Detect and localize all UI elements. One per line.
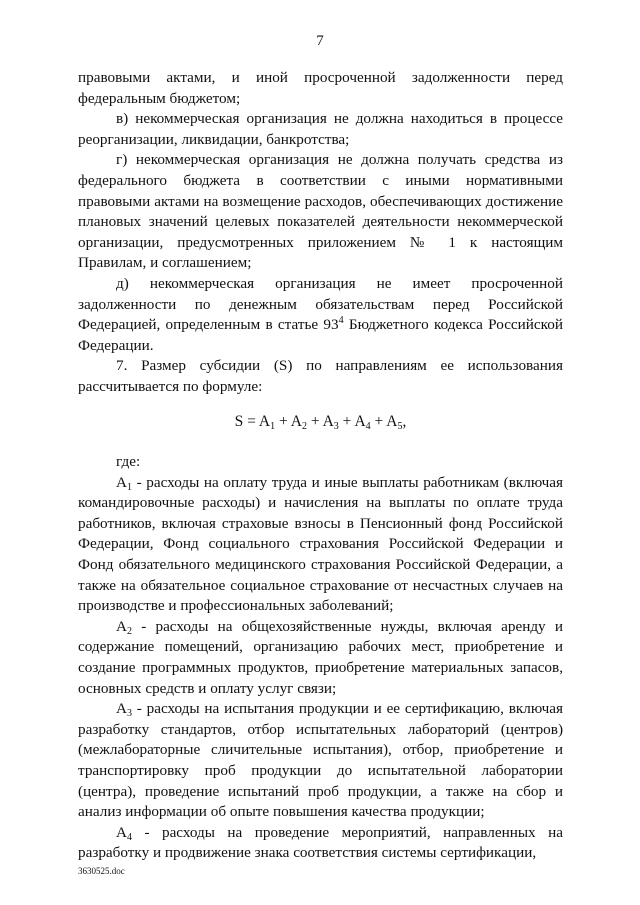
- def-a1-symbol: A: [116, 473, 127, 491]
- article-superscript: 4: [338, 315, 344, 327]
- def-a2-text: - расходы на общехозяйственные нужды, включая аренду и содержание помещений, организацию рабочих мест, приобретение и создание программных продуктов, приобретение материальных запасов, основных средств и оплату услуг связи;: [78, 617, 563, 697]
- definition-a1: [78, 473, 563, 617]
- paragraph-item-v: в) некоммерческая организация не должна находиться в процессе реорганизации, ликвидации, банкротства;: [78, 110, 563, 148]
- def-a2-symbol: A: [116, 617, 127, 635]
- formula-plus: +: [370, 412, 387, 430]
- formula: [78, 412, 563, 433]
- formula-plus: +: [306, 412, 323, 430]
- where-label: где:: [116, 453, 141, 471]
- document-body: [78, 68, 563, 864]
- item-d-text: д) некоммерческая организация не имеет просроченной задолженности по денежным обязательствам перед Российской Федерацией, определенным в статье 93: [78, 274, 563, 334]
- formula-lhs: S =: [234, 412, 259, 430]
- def-a1-text: - расходы на оплату труда и иные выплаты работникам (включая командировочные расходы) и начисления на выплаты по оплате труда работников, включая страховые взносы в Пенсионный фонд Российской Федерации, Фонд социального страхования Российской Федерации и Фонд обязательного медицинского страхования Российской Федерации, а также на обязательное социальное страхование от несчастных случаев на производстве и профессиональных заболеваний;: [78, 473, 563, 615]
- def-a4-sub: 4: [126, 831, 132, 843]
- def-a2-sub: 2: [126, 625, 132, 637]
- item-d-text-end: Бюджетного кодекса Российской Федерации.: [78, 316, 563, 354]
- def-a1-sub: 1: [126, 481, 132, 493]
- page-number: 7: [316, 33, 324, 49]
- paragraph-item-d: [78, 274, 563, 356]
- paragraph-continuation: правовыми актами, и иной просроченной задолженности перед федеральным бюджетом;: [78, 69, 563, 107]
- formula-term-a1: A: [258, 412, 271, 430]
- def-a4-symbol: A: [116, 823, 127, 841]
- formula-sub-1: 1: [270, 420, 276, 432]
- formula-sub-2: 2: [301, 420, 307, 432]
- formula-sub-5: 5: [397, 420, 403, 432]
- paragraph-clause-7: 7. Размер субсидии (S) по направлениям ее использования рассчитывается по формуле:: [78, 357, 563, 395]
- formula-plus: +: [275, 412, 291, 430]
- formula-end: ,: [402, 412, 407, 430]
- definition-a2: [78, 617, 563, 699]
- formula-plus: +: [338, 412, 355, 430]
- def-a3-symbol: A: [116, 700, 127, 718]
- formula-sub-3: 3: [333, 420, 339, 432]
- def-a3-sub: 3: [126, 708, 132, 720]
- file-reference: 3630525.doc: [78, 866, 125, 876]
- formula-term-a4: A: [354, 412, 366, 430]
- definition-a4: [78, 823, 563, 864]
- formula-term-a5: A: [386, 412, 398, 430]
- formula-sub-4: 4: [365, 420, 371, 432]
- formula-term-a3: A: [322, 412, 334, 430]
- paragraph-item-g: г) некоммерческая организация не должна получать средства из федерального бюджета в соответствии с иными нормативными правовыми актами на возмещение расходов, обеспечивающих достижение плановых значений целевых показателей деятельности некоммерческой организации, предусмотренных приложением № 1 к настоящим Правилам, и соглашением;: [78, 151, 563, 272]
- def-a3-text: - расходы на испытания продукции и ее сертификацию, включая разработку стандартов, отбор испытательных лабораторий (центров) (межлабораторные сличительные испытания), отбор, приобретение и транспортировку проб продукции до испытательной лаборатории (центра), проведение испытаний проб продукции, а также на сбор и анализ информации об опыте повышения качества продукции;: [78, 700, 563, 821]
- formula-term-a2: A: [290, 412, 302, 430]
- definition-a3: [78, 699, 563, 823]
- def-a4-text: - расходы на проведение мероприятий, направленных на разработку и продвижение знака соответствия системы сертификации,: [78, 823, 563, 862]
